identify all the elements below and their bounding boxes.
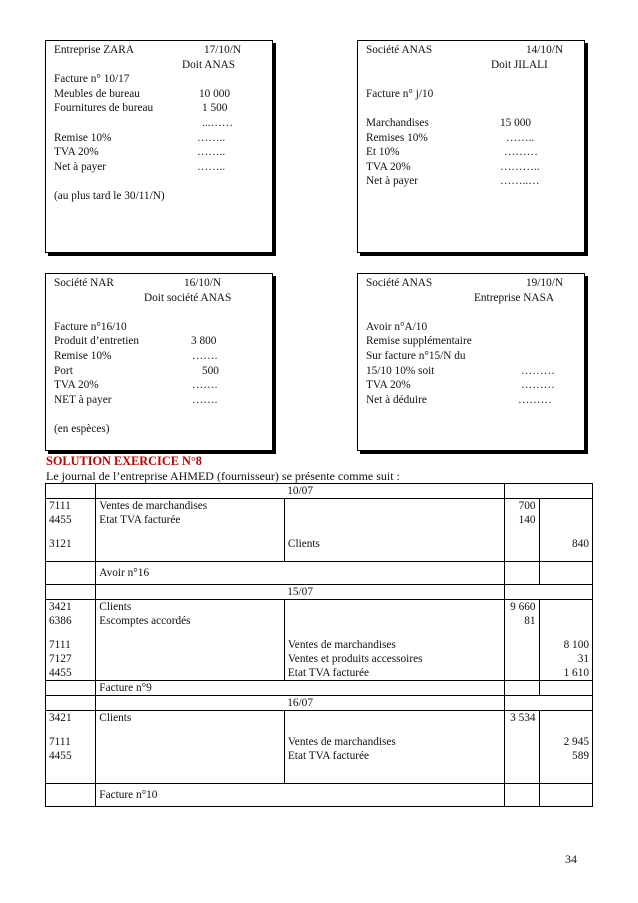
- journal-date-row: [46, 585, 593, 600]
- vat-label: TVA 20%: [366, 379, 411, 392]
- vat-value: ……..: [197, 146, 226, 159]
- vat-label: TVA 20%: [54, 146, 99, 159]
- credit-amount: 8 100: [563, 639, 589, 651]
- subtotal-value: ...……: [202, 116, 234, 129]
- debtor: Doit société ANAS: [144, 291, 232, 304]
- net-label: Net à payer: [54, 160, 107, 173]
- credit-amount: 31: [577, 653, 589, 665]
- account-number: 4455: [49, 514, 72, 526]
- solution-intro: Le journal de l’entreprise AHMED (fournisseur) se présente comme suit :: [46, 469, 400, 483]
- rebate-value: ………: [504, 146, 538, 159]
- debit-label: Clients: [99, 601, 132, 613]
- invoice-box-zara: [45, 40, 273, 253]
- credit-label: Ventes de marchandises: [287, 639, 396, 651]
- net-label: Net à payer: [366, 175, 419, 188]
- credit-amount: 1 610: [563, 667, 589, 679]
- journal-entry: [46, 711, 593, 784]
- debit-label: Etat TVA facturée: [99, 514, 181, 526]
- vat-value: …….: [192, 379, 218, 392]
- line-label: Produit d’entretien: [54, 335, 140, 348]
- discount-value: ……..: [506, 131, 535, 144]
- invoice-date: 16/10/N: [184, 277, 222, 289]
- journal-table: [45, 483, 593, 807]
- rebate-label: Et 10%: [366, 146, 400, 159]
- line-text: Remise supplémentaire: [366, 335, 472, 348]
- debit-label: Escomptes accordés: [99, 615, 191, 627]
- journal-date-row: [46, 696, 593, 711]
- credit-note-box-anas-nasa: [357, 273, 585, 451]
- net-value: ……..…: [500, 175, 540, 188]
- account-number: 4455: [49, 750, 72, 762]
- debit-amount: 81: [524, 615, 536, 627]
- debtor: Entreprise NASA: [474, 291, 555, 304]
- credit-label: Etat TVA facturée: [287, 667, 370, 679]
- discount-label: Remise 10%: [54, 349, 112, 362]
- account-number: 7111: [49, 500, 71, 512]
- account-number: 4455: [49, 667, 72, 679]
- line-label: Marchandises: [366, 116, 429, 129]
- journal-entry: [46, 600, 593, 681]
- line-label: Fournitures de bureau: [54, 102, 154, 115]
- entry-date: 15/07: [96, 585, 505, 600]
- account-number: 7111: [49, 639, 71, 651]
- solution-title: SOLUTION EXERCICE N°8: [46, 454, 202, 468]
- company-name: Société NAR: [54, 277, 114, 289]
- company-name: Société ANAS: [366, 277, 433, 289]
- line-value: 15 000: [500, 116, 532, 129]
- net-label: NET à payer: [54, 393, 112, 406]
- line-label: Meubles de bureau: [54, 87, 140, 100]
- credit-label: Etat TVA facturée: [287, 750, 370, 762]
- credit-note-number: Avoir n°A/10: [366, 320, 428, 333]
- vat-label: TVA 20%: [54, 379, 99, 392]
- vat-value: ………..: [500, 160, 540, 173]
- credit-amount: 589: [572, 750, 589, 762]
- line-value: 3 800: [191, 335, 217, 348]
- debit-amount: 700: [518, 500, 536, 512]
- vat-value: ………: [521, 379, 555, 392]
- line-text: Sur facture n°15/N du: [366, 349, 466, 362]
- line-value: ………: [521, 364, 555, 377]
- account-number: 6386: [49, 615, 72, 627]
- journal-entry: [46, 499, 593, 562]
- account-number: 3121: [49, 538, 72, 550]
- discount-label: Remise 10%: [54, 131, 112, 144]
- net-value: …….: [192, 393, 218, 406]
- debit-amount: 140: [518, 514, 536, 526]
- invoice-number: Facture n° j/10: [366, 87, 434, 100]
- account-number: 7127: [49, 653, 72, 665]
- port-value: 500: [202, 364, 219, 377]
- journal-ref-row: [46, 681, 593, 696]
- account-number: 7111: [49, 736, 71, 748]
- company-name: Entreprise ZARA: [54, 44, 134, 56]
- account-number: 3421: [49, 601, 72, 613]
- line-label: 15/10 10% soit: [366, 364, 435, 377]
- company-name: Société ANAS: [366, 44, 433, 56]
- entry-date: 16/07: [96, 696, 505, 711]
- entry-date: 10/07: [96, 484, 505, 499]
- journal-date-row: [46, 484, 593, 499]
- net-label: Net à déduire: [366, 393, 427, 406]
- net-value: ……..: [197, 160, 226, 173]
- credit-label: Ventes et produits accessoires: [287, 653, 423, 665]
- payment-note: (en espèces): [54, 422, 110, 435]
- account-number: 3421: [49, 712, 72, 724]
- invoice-number: Facture n°16/10: [54, 320, 127, 333]
- discount-value: ……..: [197, 131, 226, 144]
- line-value: 10 000: [199, 87, 231, 100]
- entry-reference: Facture n°9: [96, 681, 505, 696]
- invoice-date: 17/10/N: [204, 44, 242, 56]
- vat-label: TVA 20%: [366, 160, 411, 173]
- invoice-box-anas-jilali: [357, 40, 585, 253]
- debtor: Doit ANAS: [182, 58, 236, 71]
- discount-value: …….: [192, 349, 218, 362]
- credit-label: Clients: [287, 538, 320, 550]
- credit-amount: 2 945: [563, 736, 589, 748]
- journal-ref-row: [46, 562, 593, 585]
- invoice-box-nar: [45, 273, 273, 451]
- discount-label: Remises 10%: [366, 131, 428, 144]
- line-value: 1 500: [202, 102, 228, 115]
- payment-note: (au plus tard le 30/11/N): [54, 189, 165, 202]
- debit-label: Clients: [99, 712, 132, 724]
- debit-label: Ventes de marchandises: [99, 500, 208, 512]
- journal-ref-row: [46, 784, 593, 807]
- debtor: Doit JILALI: [491, 58, 548, 71]
- invoice-date: 19/10/N: [526, 277, 564, 289]
- debit-amount: 9 660: [510, 601, 536, 613]
- invoice-number: Facture n° 10/17: [54, 73, 130, 86]
- page-number: 34: [565, 852, 577, 866]
- port-label: Port: [54, 364, 73, 377]
- invoice-date: 14/10/N: [526, 44, 564, 56]
- entry-reference: Facture n°10: [96, 784, 505, 807]
- credit-amount: 840: [572, 538, 589, 550]
- entry-reference: Avoir n°16: [96, 562, 505, 585]
- credit-label: Ventes de marchandises: [287, 736, 396, 748]
- debit-amount: 3 534: [510, 712, 536, 724]
- net-value: ………: [518, 393, 552, 406]
